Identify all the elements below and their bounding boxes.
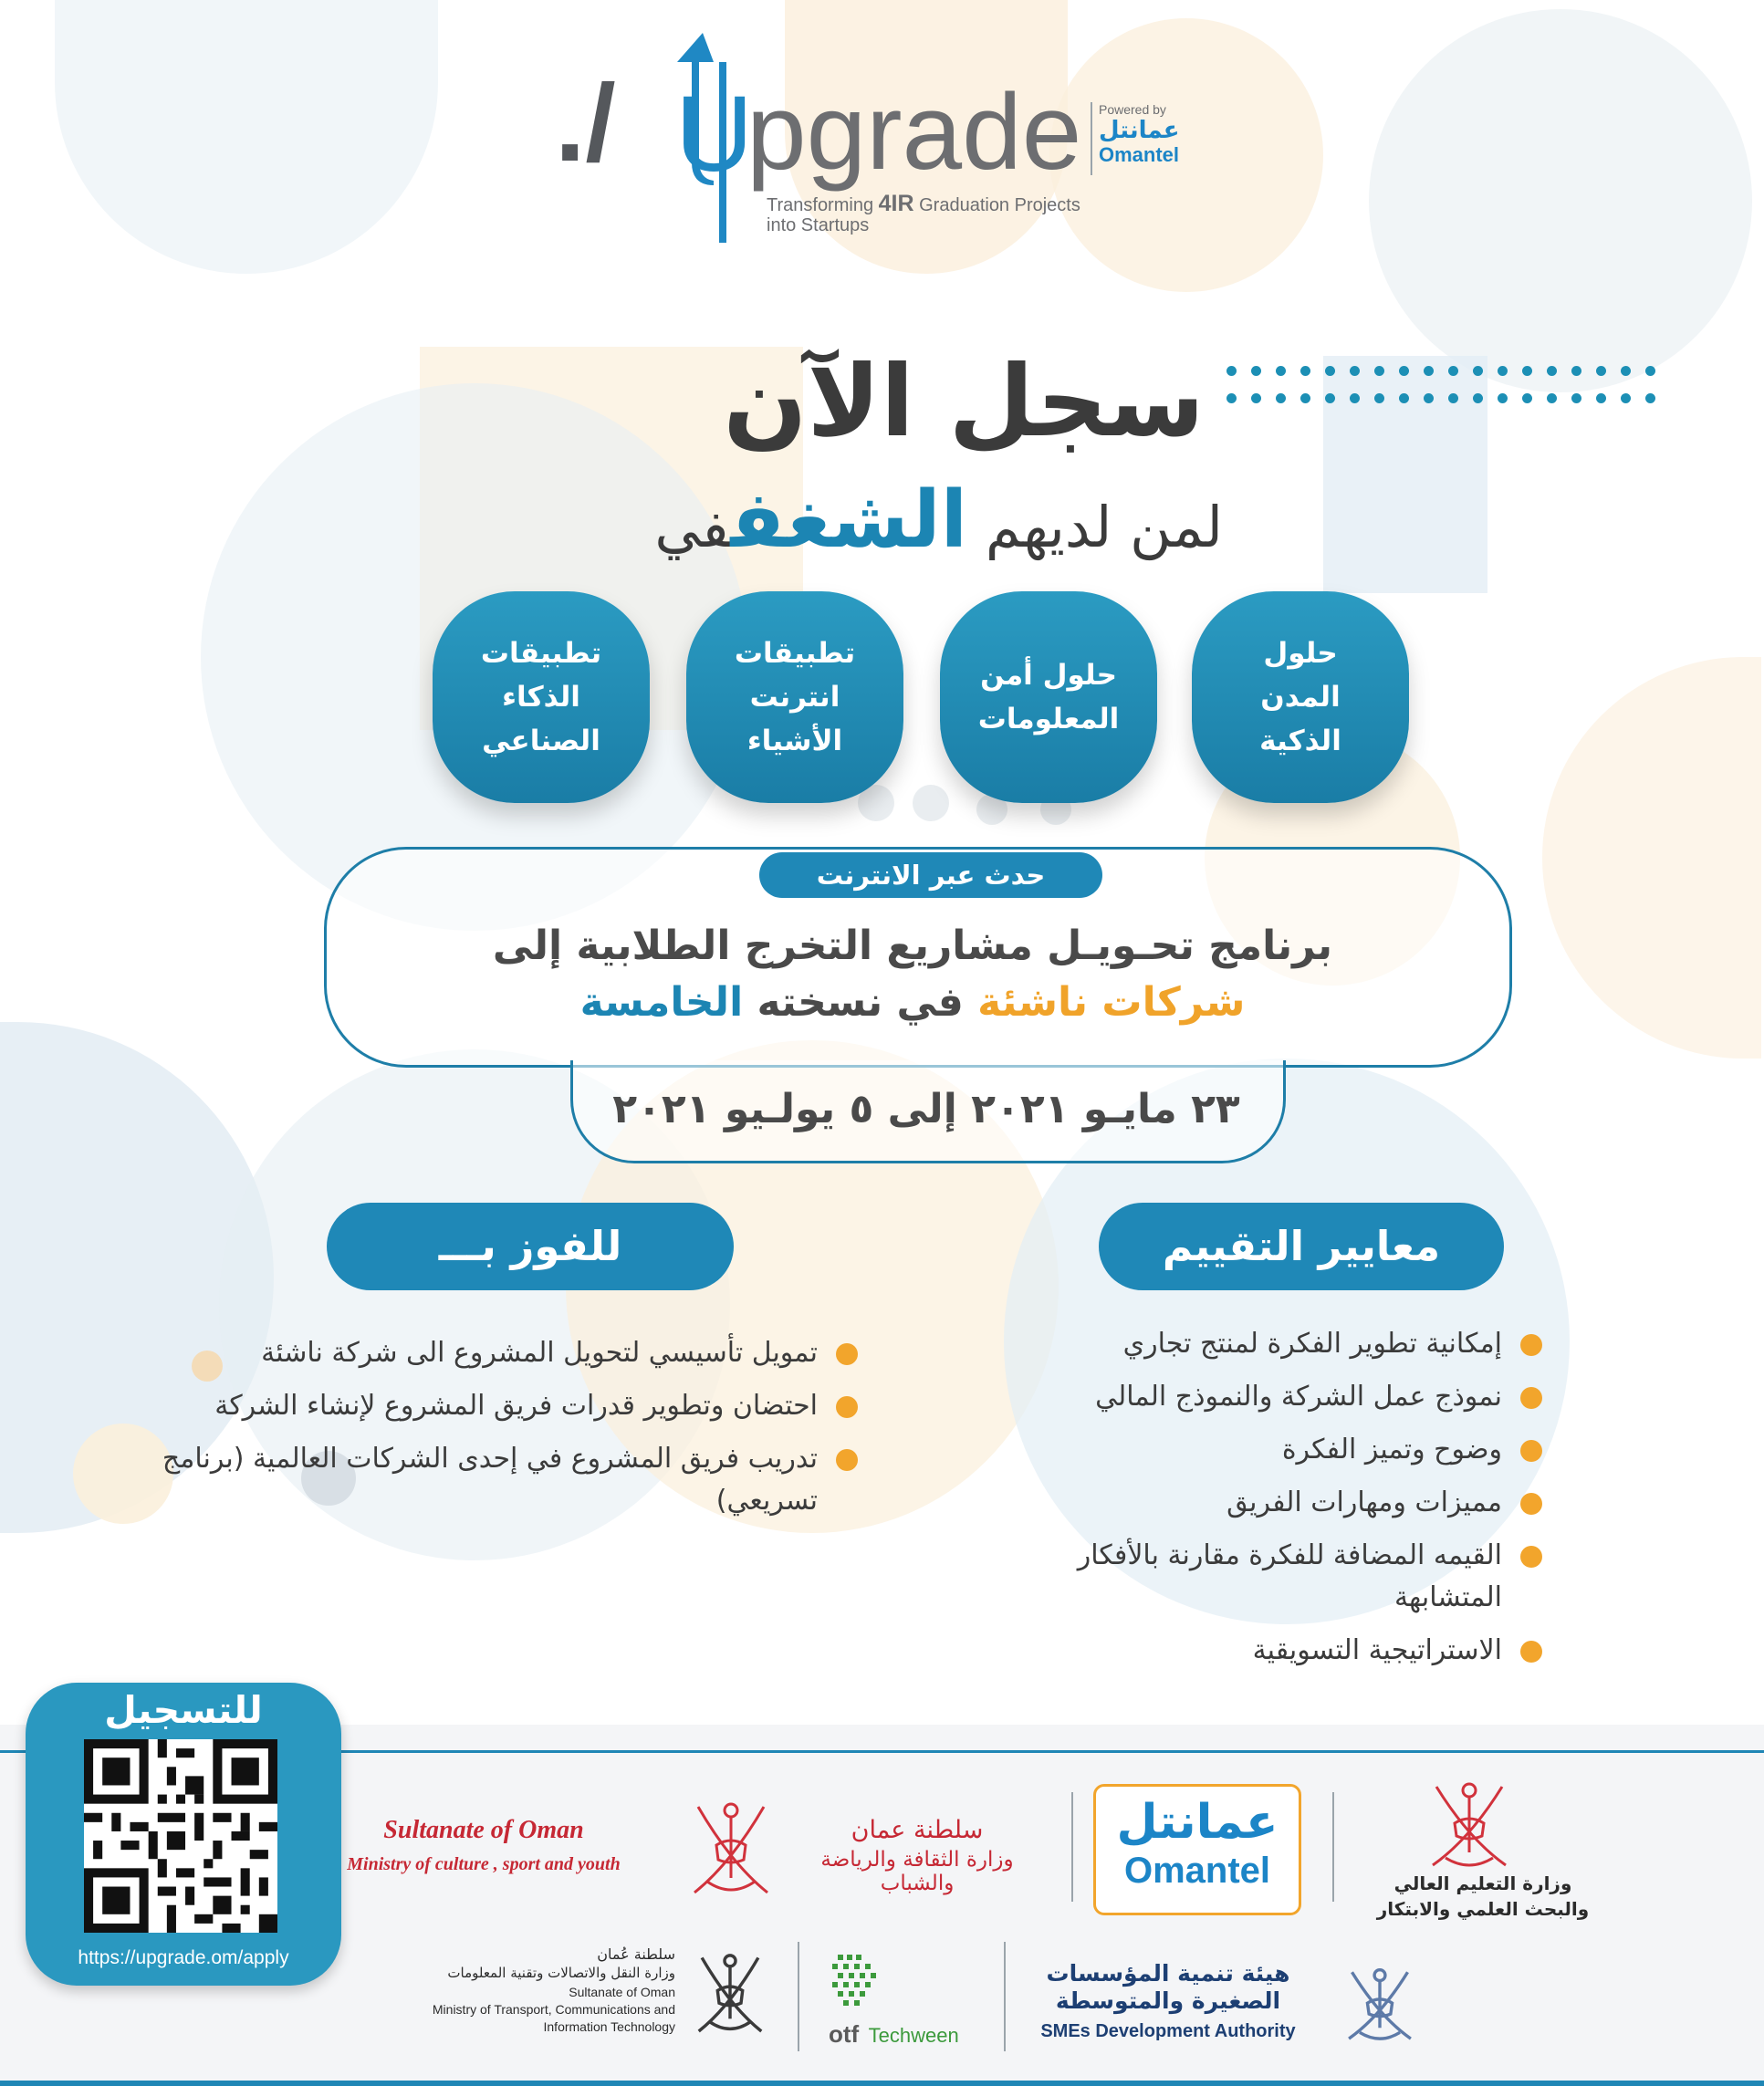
criteria-item: إمكانية تطوير الفكرة لمنتج تجاري: [931, 1323, 1542, 1365]
prize-item: تمويل تأسيسي لتحويل المشروع الى شركة ناشئة: [137, 1332, 858, 1374]
field-smart-cities: [1192, 591, 1409, 803]
prize-item: احتضان وتطوير قدرات فريق المشروع لإنشاء الشركة: [137, 1385, 858, 1427]
register-now-title: سجل الآن: [723, 345, 1205, 459]
sme-authority: [1022, 1960, 1314, 2044]
omantel-logo-ar: عمانتل: [1099, 117, 1180, 144]
omantel-sponsor: [1093, 1784, 1301, 1915]
oman-emblem-icon: [1418, 1770, 1520, 1878]
criteria-list: [931, 1323, 1542, 1690]
sponsor-separator: [1332, 1792, 1334, 1902]
mtcit-en-line-2: Ministry of Transport, Communications and: [432, 2002, 675, 2017]
omantel-sponsor-ar: عمانتل: [1116, 1795, 1279, 1850]
tagline-line-2: into Startups: [767, 215, 870, 235]
mtcit-en-line-1: Sultanate of Oman: [569, 1985, 675, 1999]
prizes-list: [137, 1332, 858, 1540]
register-url[interactable]: https://upgrade.om/apply: [78, 1947, 289, 1968]
edition-text: في نسخته: [743, 979, 978, 1026]
ministry-culture-en-line-1: Sultanate of Oman: [383, 1816, 584, 1844]
field-information-security-label: حلول أمن المعلومات: [977, 659, 1120, 735]
otf-label: otf: [829, 2020, 860, 2048]
logo-divider: [1091, 102, 1092, 175]
oman-emblem-icon: [1336, 1958, 1424, 2049]
logo-word: pgrade: [746, 72, 1082, 193]
techween-label: Techween: [868, 2024, 959, 2047]
passion-highlight: الشغف: [730, 475, 968, 566]
footer-bottom-rule: [0, 2081, 1764, 2086]
otf-techween-logo: [829, 2020, 1002, 2049]
logo-prefix: ./: [555, 62, 616, 184]
registration-qr-code[interactable]: [84, 1739, 277, 1933]
in-text: في: [654, 494, 731, 560]
logo-letter-u: U: [675, 74, 754, 194]
oman-emblem-icon: [680, 1790, 782, 1905]
logo-tagline: [767, 193, 1080, 235]
criteria-title: معايير التقييم: [1099, 1203, 1504, 1290]
criteria-item: القيمه المضافة للفكرة مقارنة بالأفكار المتشابهة: [973, 1535, 1542, 1619]
sponsor-separator: [1004, 1942, 1006, 2051]
sponsor-separator: [1071, 1792, 1073, 1902]
field-ai-apps-label: تطبيقات الذكاء الصناعي: [480, 637, 602, 757]
mtcit-ar-line-1: سلطنة عُمان: [597, 1945, 675, 1963]
for-those-text: لمن لديهم: [985, 494, 1223, 560]
field-iot-apps-label: تطبيقات انترنت الأشياء: [734, 637, 856, 757]
otf-chip-icon: [830, 1953, 878, 2009]
criteria-item: الاستراتيجية التسويقية: [931, 1630, 1542, 1672]
register-title: للتسجيل: [104, 1688, 263, 1732]
criteria-item: مميزات ومهارات الفريق: [931, 1482, 1542, 1524]
ministry-culture-en-line-2: Ministry of culture , sport and youth: [347, 1854, 621, 1874]
omantel-logo-en: Omantel: [1099, 143, 1180, 166]
prize-item: تدريب فريق المشروع في إحدى الشركات العالمية (برنامج تسريعي): [161, 1438, 858, 1522]
criteria-item: وضوح وتميز الفكرة: [931, 1429, 1542, 1471]
sme-ar-line-2: الصغيرة والمتوسطة: [1055, 1987, 1281, 2014]
mtcit-ar-line-2: وزارة النقل والاتصالات وتقنية المعلومات: [447, 1965, 675, 1981]
event-description: [420, 918, 1405, 1031]
event-dates: ٢٣ مايـو ٢٠٢١ إلى ٥ يولـيو ٢٠٢١: [612, 1086, 1240, 1132]
ministry-higher-education-line-2: والبحث العلمي والابتكار: [1376, 1898, 1590, 1920]
field-ai-apps: [433, 591, 650, 803]
criteria-item: نموذج عمل الشركة والنموذج المالي: [931, 1376, 1542, 1418]
tagline-4ir: 4IR: [878, 191, 914, 216]
ministry-culture-ar-line-1: سلطنة عمان: [851, 1816, 984, 1844]
startups-highlight: شركات ناشئة: [977, 979, 1246, 1026]
online-event-badge: حدث عبر الانترنت: [759, 852, 1102, 898]
mtcit-en-line-3: Information Technology: [543, 2019, 675, 2034]
sponsor-separator: [798, 1942, 799, 2051]
event-line-1: برنامج تحـويـل مشاريع التخرج الطلابية إلى: [492, 923, 1333, 969]
tagline-part-2: Graduation Projects: [913, 195, 1080, 215]
ministry-culture-ar-line-2: وزارة الثقافة والرياضة والشباب: [820, 1848, 1014, 1895]
sme-en: SMEs Development Authority: [1040, 2021, 1296, 2041]
oman-emblem-icon: [686, 1944, 774, 2042]
field-iot-apps: [686, 591, 903, 803]
ministry-culture-ar: [794, 1816, 1040, 1895]
tagline-part-1: Transforming: [767, 195, 879, 215]
mtcit-text: [383, 1945, 675, 2036]
event-line-2: [420, 975, 1405, 1031]
field-smart-cities-label: حلول المدن الذكية: [1259, 637, 1341, 757]
powered-by-omantel: [1099, 102, 1208, 166]
ministry-culture-en: [347, 1816, 621, 1875]
ministry-higher-education: [1369, 1871, 1597, 1922]
omantel-sponsor-en: Omantel: [1123, 1851, 1271, 1891]
field-information-security: [940, 591, 1157, 803]
decorative-dots-left: [1219, 365, 1685, 420]
powered-by-label: Powered by: [1099, 102, 1166, 117]
sme-ar-line-1: هيئة تنمية المؤسسات: [1046, 1960, 1290, 1987]
prizes-title: للفوز بـــ: [327, 1203, 734, 1290]
upgrade-logo: [548, 26, 1205, 245]
ministry-higher-education-line-1: وزارة التعليم العالي: [1393, 1872, 1572, 1894]
passion-subtitle: [383, 475, 1223, 573]
fifth-highlight: الخامسة: [579, 979, 744, 1026]
